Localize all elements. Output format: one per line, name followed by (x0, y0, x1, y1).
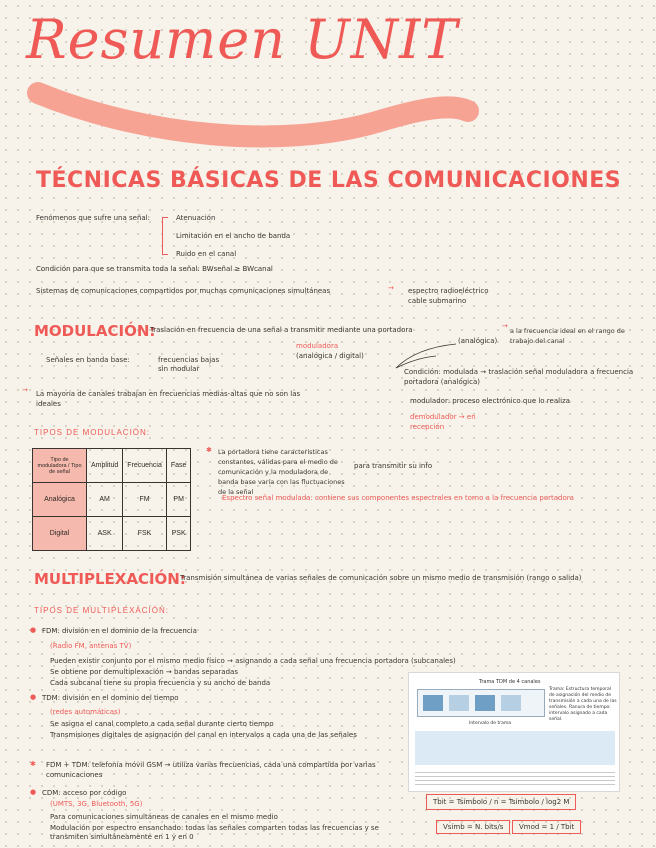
phenomena-item: Limitación en el ancho de banda (176, 232, 291, 240)
table-cell: Analógica (33, 483, 87, 517)
baseband-label: Señales en banda base: (46, 356, 130, 364)
moduladora-note: (analógica / digital) (296, 352, 364, 360)
phenomena-item: Atenuación (176, 214, 216, 222)
espectro-text: Espectro señal modulada: contiene sus componentes espectrales en torno a la frecuencia portadora (222, 494, 574, 502)
tdm-note: (redes automáticas) (50, 708, 121, 716)
phenomena-label: Fenómenos que sufre una señal: (36, 214, 150, 222)
modulacion-definition: Traslación en frecuencia de una señal a transmitir mediante una portadora (150, 326, 413, 334)
bullet-icon: ● (30, 693, 37, 701)
table-cell: Digital (33, 517, 87, 551)
tdm-label: TDM: división en el dominio del tiempo (42, 694, 179, 702)
tipos-modulacion-title: TIPOS DE MODULACIÓN: (34, 428, 151, 437)
table-cell: AM (87, 483, 123, 517)
page-title: Resumen UNIT (26, 8, 459, 71)
table-cell: FSK (123, 517, 167, 551)
multiplexacion-title: MULTIPLEXACIÓN: (34, 570, 186, 588)
formula-vmod (512, 820, 581, 834)
table-cell: PSK (166, 517, 191, 551)
fdm-note: (Radio FM, antenas TV) (50, 642, 132, 650)
figure-table-label: Intervalo de trama (469, 721, 511, 726)
antena-text: La mayoría de canales trabajan en frecuencias medias-altas que no son las ideales (36, 390, 301, 408)
star-icon: ✱ (206, 446, 212, 454)
phenomena-brace (162, 217, 168, 255)
fdm-item: Cada subcanal tiene su propia frecuencia y su ancho de banda (50, 679, 271, 687)
phenomena-item: Ruido en el canal (176, 250, 237, 258)
modulada-text: Condición: modulada → traslación señal moduladora a frecuencia portadora (analógica) (404, 368, 634, 386)
figure-caption: Trama: Estructura temporal de asignación del medio de transmisión a cada una de las señales. Ranura de tiempo: intervalo asignado a cada señal. (549, 687, 617, 722)
tdm-figure (408, 672, 620, 792)
figure-highlight (415, 731, 615, 765)
bullet-icon: ● (30, 626, 37, 634)
arrow-icon: → (22, 386, 28, 394)
parametros-note: para transmitir su info (354, 462, 433, 470)
bullet-icon: ● (30, 788, 37, 796)
cdm-item: Para comunicaciones simultáneas de canales en el mismo medio (50, 813, 278, 821)
table-header: Frecuencia (123, 449, 167, 483)
table-header: Fase (166, 449, 191, 483)
modulation-table (32, 448, 191, 551)
figure-text-block (415, 769, 615, 787)
systems-text: Sistemas de comunicaciones compartidos por muchas comunicaciones simultáneas (36, 287, 331, 295)
table-cell: FM (123, 483, 167, 517)
tipos-multiplexacion-title: TIPOS DE MULTIPLEXACIÓN: (34, 606, 169, 615)
cdm-item: Modulación por espectro ensanchado: todas las señales comparten todas las frecuencias y se transmiten simultáneamente en 1 y en 0 (50, 824, 379, 841)
table-cell: PM (166, 483, 191, 517)
moduladora-label: moduladora (296, 342, 339, 350)
fdm-tdm-text: FDM + TDM: telefonía móvil GSM → utiliza varias frecuencias, cada una compartida por varias comunicaciones (46, 761, 376, 779)
figure-title: Trama TDM de 4 canales (479, 679, 541, 685)
demod-text: modulador: proceso electrónico que lo realiza (410, 397, 570, 405)
systems-output: espectro radioeléctrico (408, 287, 489, 295)
demod-text-2: demodulador → en recepción (410, 413, 476, 431)
figure-slot (501, 695, 521, 711)
figure-slot (423, 695, 443, 711)
section-title: TÉCNICAS BÁSICAS DE LAS COMUNICACIONES (36, 168, 622, 193)
tdm-item: Transmisiones digitales de asignación del canal en intervalos a cada una de las señales (50, 731, 357, 739)
cdm-note: (UMTS, 3G, Bluetooth, 5G) (50, 800, 143, 808)
formula-tbit-text: Tbit = Tsímbolo / n = Tsímbolo / log2 M (433, 798, 570, 806)
fdm-item: Pueden existir conjunto por el mismo medio físico → asignando a cada señal una frecuencia portadora (subcanales) (50, 657, 456, 665)
formula-vsimb-text: Vsímb = N. bits/s (443, 823, 504, 831)
baseband-note: frecuencias bajas sin modular (158, 356, 220, 373)
formula-tbit (426, 794, 576, 810)
espectro-label (222, 494, 574, 502)
systems-output: cable submarino (408, 297, 467, 305)
modulacion-title: MODULACIÓN: (34, 322, 156, 340)
star-icon: ✱ (30, 760, 36, 768)
arrow-icon: → (502, 322, 508, 330)
portadora-note: (analógica) (458, 337, 498, 345)
figure-slot (449, 695, 469, 711)
condition-text: Condición para que se transmita toda la señal: BWseñal ≥ BWcanal (36, 265, 273, 273)
multiplexacion-definition: Transmisión simultánea de varias señales de comunicación sobre un mismo medio de transmisión (rango o salida) (180, 574, 582, 582)
portadora-note-block: La portadora tiene características constantes, válidas para el medio de comunicación y la moduladora de banda base varía con las fluctuaciones de la señal (218, 448, 345, 496)
arrow-icon: → (388, 284, 394, 292)
figure-slot (475, 695, 495, 711)
fdm-label: FDM: división en el dominio de la frecuencia (42, 627, 197, 635)
table-header: Tipo de moduladora / Tipo de señal (33, 449, 87, 483)
cdm-label: CDM: acceso por código (42, 789, 127, 797)
modulacion-definition-2: a la frecuencia ideal en el rango de trabajo del canal (510, 327, 625, 345)
tdm-item: Se asigna el canal completo a cada señal durante cierto tiempo (50, 720, 274, 728)
table-header: Amplitud (87, 449, 123, 483)
formula-vmod-text: Vmod = 1 / Tbit (519, 823, 575, 831)
table-cell: ASK (87, 517, 123, 551)
fdm-item: Se obtiene por demultiplexación → bandas separadas (50, 668, 238, 676)
formula-vsimb (436, 820, 510, 834)
